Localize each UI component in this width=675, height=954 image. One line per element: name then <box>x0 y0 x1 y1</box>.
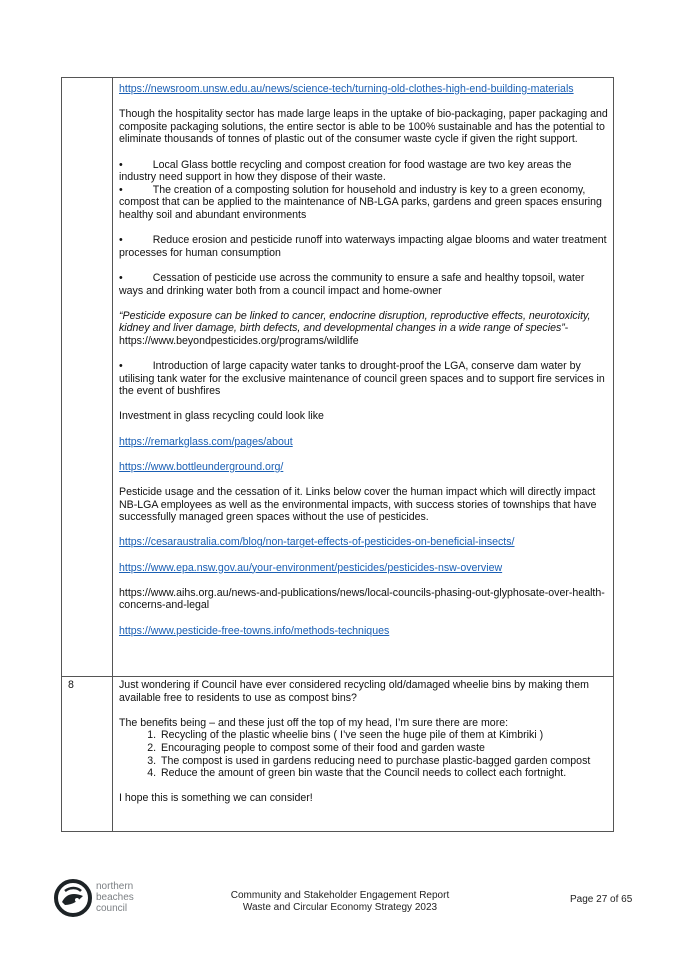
list-item: 2. Encouraging people to compost some of their food and garden waste <box>159 742 609 755</box>
link-bottleunderground[interactable]: https://www.bottleunderground.org/ <box>119 460 284 473</box>
text-aihs-url: https://www.aihs.org.au/news-and-publications/news/local-councils-phasing-out-glyphosate-over-health-concerns-and-legal <box>119 586 605 612</box>
link-cesaraustralia[interactable]: https://cesaraustralia.com/blog/non-target-effects-of-pesticides-on-beneficial-insects/ <box>119 536 515 549</box>
list-item: 3. The compost is used in gardens reducing need to purchase plastic-bagged garden compost <box>159 755 609 768</box>
benefits-list <box>119 729 609 779</box>
bullet-tanks: • Introduction of large capacity water tanks to drought-proof the LGA, conserve dam water by utilising tank water for the exclusive maintenance of council green spaces and to support fire services in the event of bushfires <box>119 360 605 398</box>
pesticide-quote: “Pesticide exposure can be linked to cancer, endocrine disruption, reproductive effects, neurotoxicity, kidney and liver damage, birth defects, and developmental changes in a wide range of species”-https://www.beyondpesticides.org/programs/wildlife <box>119 309 591 347</box>
column-divider <box>112 78 113 831</box>
closing-line: I hope this is something we can consider! <box>119 792 313 805</box>
list-item: 4. Reduce the amount of green bin waste that the Council needs to collect each fortnight. <box>159 767 609 780</box>
row-divider <box>62 676 613 677</box>
bullet-cessation: • Cessation of pesticide use across the community to ensure a safe and healthy topsoil, water ways and drinking water both from a council impact and home-owner <box>119 271 585 297</box>
page-footer <box>0 870 675 930</box>
page-number: Page 27 of 65 <box>570 894 633 905</box>
submissions-table <box>61 77 614 832</box>
row-8-comment <box>119 679 609 805</box>
council-logo-text: northern beaches council <box>96 881 134 914</box>
report-title: Community and Stakeholder Engagement Report Waste and Circular Economy Strategy 2023 <box>230 890 450 913</box>
link-remarkglass[interactable]: https://remarkglass.com/pages/about <box>119 435 293 448</box>
bullet-erosion: • Reduce erosion and pesticide runoff into waterways impacting algae blooms and water treatment processes for human consumption <box>119 234 607 259</box>
list-item: 1. Recycling of the plastic wheelie bins ( I’ve seen the huge pile of them at Kimbriki ) <box>159 729 609 742</box>
row-7-comment <box>119 83 609 637</box>
link-pesticide-free-towns[interactable]: https://www.pesticide-free-towns.info/methods-techniques <box>119 624 390 637</box>
para-investment: Investment in glass recycling could look like <box>119 410 324 423</box>
para-wheelie-bins: Just wondering if Council have ever considered recycling old/damaged wheelie bins by making them available free to residents to use as compost bins? <box>119 679 589 704</box>
link-unsw-clothes[interactable]: https://newsroom.unsw.edu.au/news/science-tech/turning-old-clothes-high-end-building-materials <box>119 83 574 95</box>
para-pesticide-usage: Pesticide usage and the cessation of it. Links below cover the human impact which will directly impact NB-LGA employees as well as the environmental impacts, with success stories of townships that have successfully managed green spaces without the use of pesticides. <box>119 486 597 524</box>
para-hospitality: Though the hospitality sector has made large leaps in the uptake of bio-packaging, paper packaging and composite packaging solutions, the entire sector is able to be 100% sustainable and has the potential to eliminate thousands of tonnes of plastic out of the consumer waste cycle if given the right support. <box>119 108 608 146</box>
row-8-number: 8 <box>68 679 74 691</box>
link-epa-nsw[interactable]: https://www.epa.nsw.gov.au/your-environment/pesticides/pesticides-nsw-overview <box>119 561 503 574</box>
bullet-compost: • The creation of a composting solution for household and industry is key to a green economy, compost that can be applied to the maintenance of NB-LGA parks, gardens and green spaces ensuring healthy soil and abundant environments <box>119 183 602 221</box>
council-logo-icon <box>53 878 93 918</box>
bullet-glass: • Local Glass bottle recycling and compost creation for food wastage are two key areas the industry need support in how they dispose of their waste. <box>119 158 572 184</box>
benefits-intro: The benefits being – and these just off the top of my head, I’m sure there are more: <box>119 716 509 729</box>
